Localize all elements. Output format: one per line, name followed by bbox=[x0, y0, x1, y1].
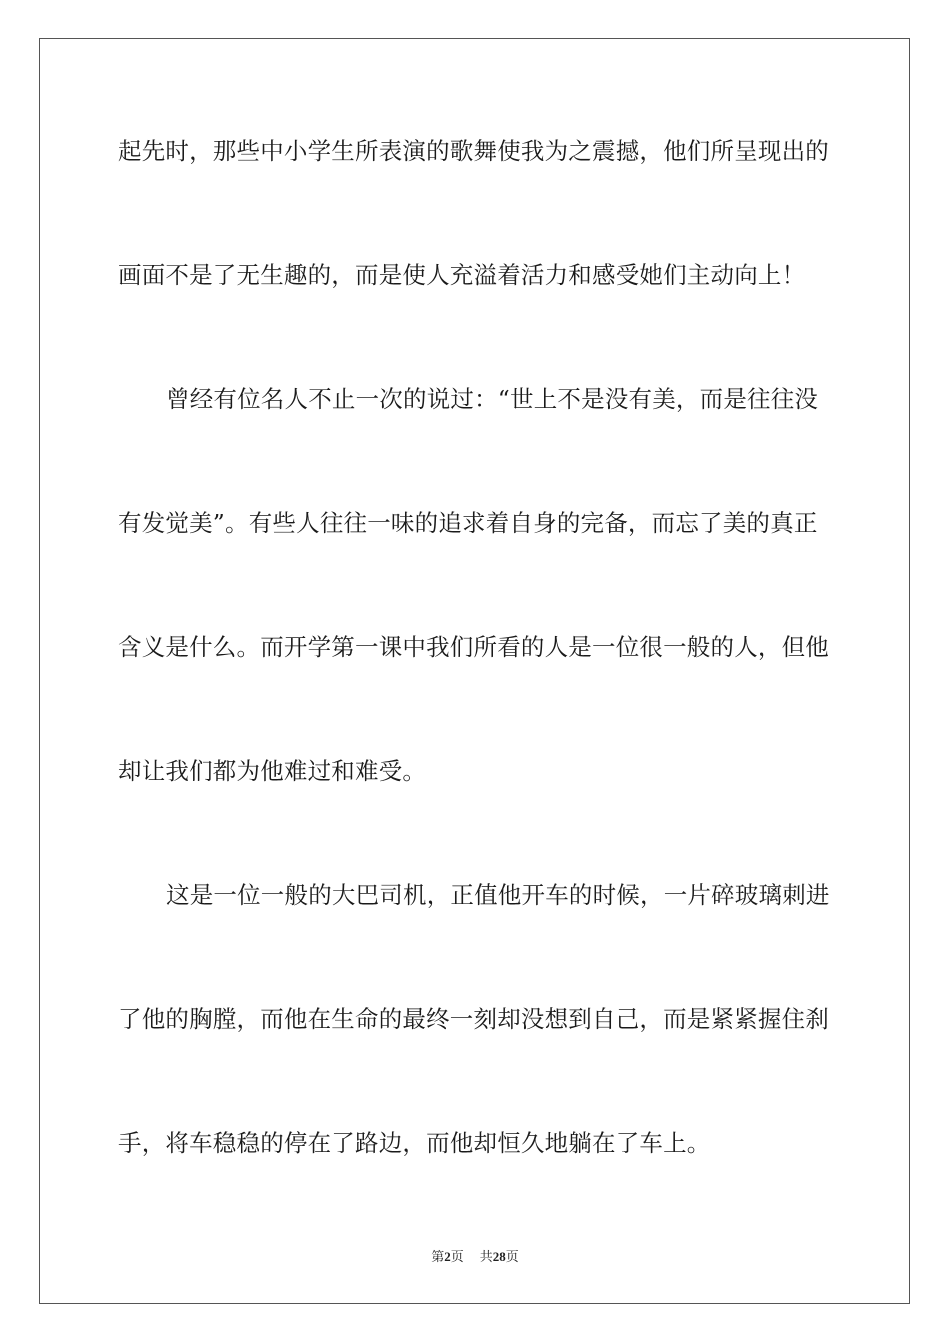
page-current: 2 bbox=[444, 1249, 451, 1264]
total-suffix: 页 bbox=[505, 1250, 519, 1265]
paragraph-line-3: 曾经有位名人不止一次的说过：“世上不是没有美，而是往往没 bbox=[166, 385, 819, 413]
paragraph-line-2: 画面不是了无生趣的，而是使人充溢着活力和感受她们主动向上！ bbox=[118, 261, 806, 289]
paragraph-line-5: 含义是什么。而开学第一课中我们所看的人是一位很一般的人，但他 bbox=[118, 633, 829, 661]
page-border bbox=[39, 38, 910, 1304]
paragraph-line-8: 了他的胸膛，而他在生命的最终一刻却没想到自己，而是紧紧握住刹 bbox=[118, 1005, 829, 1033]
page-footer bbox=[0, 1248, 950, 1267]
paragraph-line-4: 有发觉美”。有些人往往一味的追求着自身的完备，而忘了美的真正 bbox=[118, 509, 818, 537]
total-prefix: 共 bbox=[479, 1250, 493, 1265]
page-suffix: 页 bbox=[450, 1250, 464, 1265]
paragraph-line-9: 手，将车稳稳的停在了路边，而他却恒久地躺在了车上。 bbox=[118, 1129, 711, 1157]
page-total: 28 bbox=[492, 1249, 506, 1264]
page-prefix: 第 bbox=[431, 1250, 445, 1265]
paragraph-line-7: 这是一位一般的大巴司机，正值他开车的时候，一片碎玻璃刺进 bbox=[166, 881, 830, 909]
paragraph-line-1: 起先时，那些中小学生所表演的歌舞使我为之震撼，他们所呈现出的 bbox=[118, 137, 829, 165]
paragraph-line-6: 却让我们都为他难过和难受。 bbox=[118, 757, 427, 785]
